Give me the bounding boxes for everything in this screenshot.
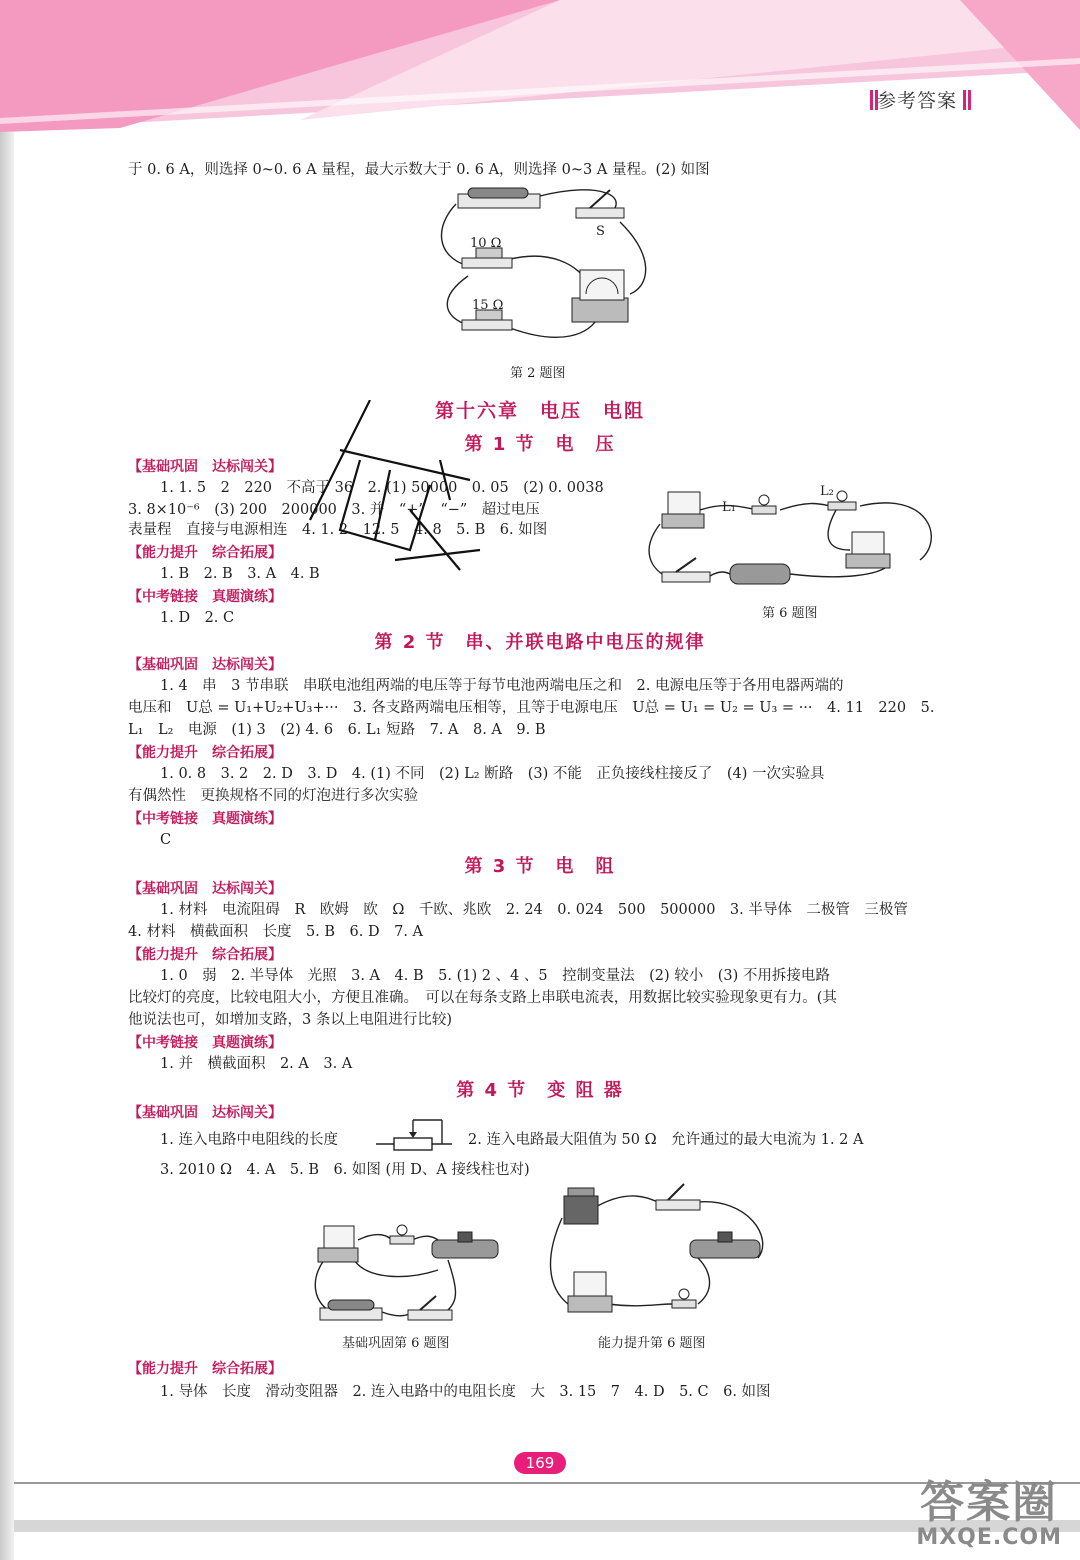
answer-line: 1. 材料 电流阻碍 R 欧姆 欧 Ω 千欧、兆欧 2. 24 0. 024 500 500000 3. 半导体 二极管 三极管: [160, 902, 908, 918]
answer-line: 3. 2010 Ω 4. A 5. B 6. 如图 (用 D、A 接线柱也对): [160, 1162, 530, 1178]
answer-line: 比较灯的亮度，比较电阻大小，方便且准确。 可以在每条支路上串联电流表，用数据比较实验现象更有力。(其: [128, 990, 837, 1006]
figure-6-caption: 第 6 题图: [762, 606, 818, 621]
tag-basic: 【基础巩固 达标闯关】: [128, 881, 282, 897]
answer-line: 3. 8×10⁻⁶ (3) 200 200000 3. 并 “+” “−” 超过电压: [128, 502, 540, 518]
answer-line: 1. 连入电路中电阻线的长度: [160, 1132, 338, 1148]
answer-line: 1. B 2. B 3. A 4. B: [160, 566, 320, 582]
chapter-title: 第十六章 电压 电阻: [434, 400, 645, 422]
answer-line: 1. 0. 8 3. 2 2. D 3. D 4. (1) 不同 (2) L₂ 断路 (3) 不能 正负接线柱接反了 (4) 一次实验具: [160, 766, 825, 782]
section-2-title: 第 2 节 串、并联电路中电压的规律: [374, 632, 706, 653]
tag-ability: 【能力提升 综合拓展】: [128, 545, 282, 561]
page-number: 169: [514, 1452, 566, 1474]
ability-figure-6-circuit: [548, 1178, 778, 1330]
tag-exam: 【中考链接 真题演练】: [128, 589, 282, 605]
watermark-logo-text: 答案圈: [920, 1477, 1059, 1528]
figure-6-l2-label: L₂: [820, 484, 834, 499]
tag-basic: 【基础巩固 达标闯关】: [128, 657, 282, 673]
tag-exam: 【中考链接 真题演练】: [128, 811, 282, 827]
rheostat-symbol: [376, 1118, 452, 1158]
answer-line: 1. 1. 5 2 220 不高于 36 2. (1) 50000 0. 05 (2) 0. 0038: [160, 480, 604, 496]
answer-line: 于 0. 6 A，则选择 0~0. 6 A 量程，最大示数大于 0. 6 A，则选择 0~3 A 量程。(2) 如图: [128, 162, 710, 178]
answer-line: 1. 导体 长度 滑动变阻器 2. 连入电路中的电阻长度 大 3. 15 7 4. D 5. C 6. 如图: [160, 1384, 771, 1400]
handwritten-stamp-mark: [300, 400, 490, 580]
figure-2-r1-label: 10 Ω: [470, 236, 502, 251]
answer-line: 2. 连入电路最大阻值为 50 Ω 允许通过的最大电流为 1. 2 A: [468, 1132, 864, 1148]
header-answers-label: 参考答案: [866, 86, 970, 113]
tag-ability: 【能力提升 综合拓展】: [128, 745, 282, 761]
header-decoration: [0, 0, 1080, 140]
answer-line: 1. D 2. C: [160, 610, 235, 626]
ability-figure-6-caption: 能力提升第 6 题图: [598, 1336, 706, 1351]
tag-basic: 【基础巩固 达标闯关】: [128, 1105, 282, 1121]
figure-2-switch-label: S: [596, 224, 605, 239]
section-3-title: 第 3 节 电 阻: [464, 856, 616, 877]
figure-6-l1-label: L₁: [722, 500, 736, 515]
answer-line: C: [160, 832, 172, 848]
page-edge-shadow: [0, 0, 14, 1560]
figure-6-circuit: [640, 480, 950, 600]
figure-2-circuit: [440, 186, 660, 356]
watermark: [916, 1477, 1062, 1550]
tag-exam: 【中考链接 真题演练】: [128, 1035, 282, 1051]
tag-ability: 【能力提升 综合拓展】: [128, 1361, 282, 1377]
section-1-title: 第 1 节 电 压: [464, 434, 616, 455]
answer-line: 他说法也可，如增加支路，3 条以上电阻进行比较): [128, 1012, 452, 1028]
figure-2-r2-label: 15 Ω: [472, 298, 504, 313]
answer-line: 表量程 直接与电源相连 4. 1. 2 12. 5 4. 8 5. B 6. 如图: [128, 522, 548, 538]
answer-line: 1. 4 串 3 节串联 串联电池组两端的电压等于每节电池两端电压之和 2. 电源电压等于各用电器两端的: [160, 678, 844, 694]
answer-line: L₁ L₂ 电源 (1) 3 (2) 4. 6 6. L₁ 短路 7. A 8. A 9. B: [128, 722, 546, 738]
answer-line: 电压和 U总 = U₁+U₂+U₃+··· 3. 各支路两端电压相等，且等于电源电压 U总 = U₁ = U₂ = U₃ = ··· 4. 11 220 5.: [128, 700, 935, 716]
tag-ability: 【能力提升 综合拓展】: [128, 947, 282, 963]
answer-line: 4. 材料 横截面积 长度 5. B 6. D 7. A: [128, 924, 424, 940]
basic-figure-6-caption: 基础巩固第 6 题图: [342, 1336, 450, 1351]
figure-2-caption: 第 2 题图: [510, 366, 566, 381]
section-4-title: 第 4 节 变 阻 器: [456, 1080, 624, 1101]
basic-figure-6-circuit: [308, 1200, 508, 1330]
tag-basic: 【基础巩固 达标闯关】: [128, 459, 282, 475]
answer-line: 有偶然性 更换规格不同的灯泡进行多次实验: [128, 788, 418, 804]
answer-line: 1. 并 横截面积 2. A 3. A: [160, 1056, 353, 1072]
answer-line: 1. 0 弱 2. 半导体 光照 3. A 4. B 5. (1) 2 、4 、5 控制变量法 (2) 较小 (3) 不用拆接电路: [160, 968, 830, 984]
watermark-url: MXQE.COM: [916, 1525, 1062, 1550]
